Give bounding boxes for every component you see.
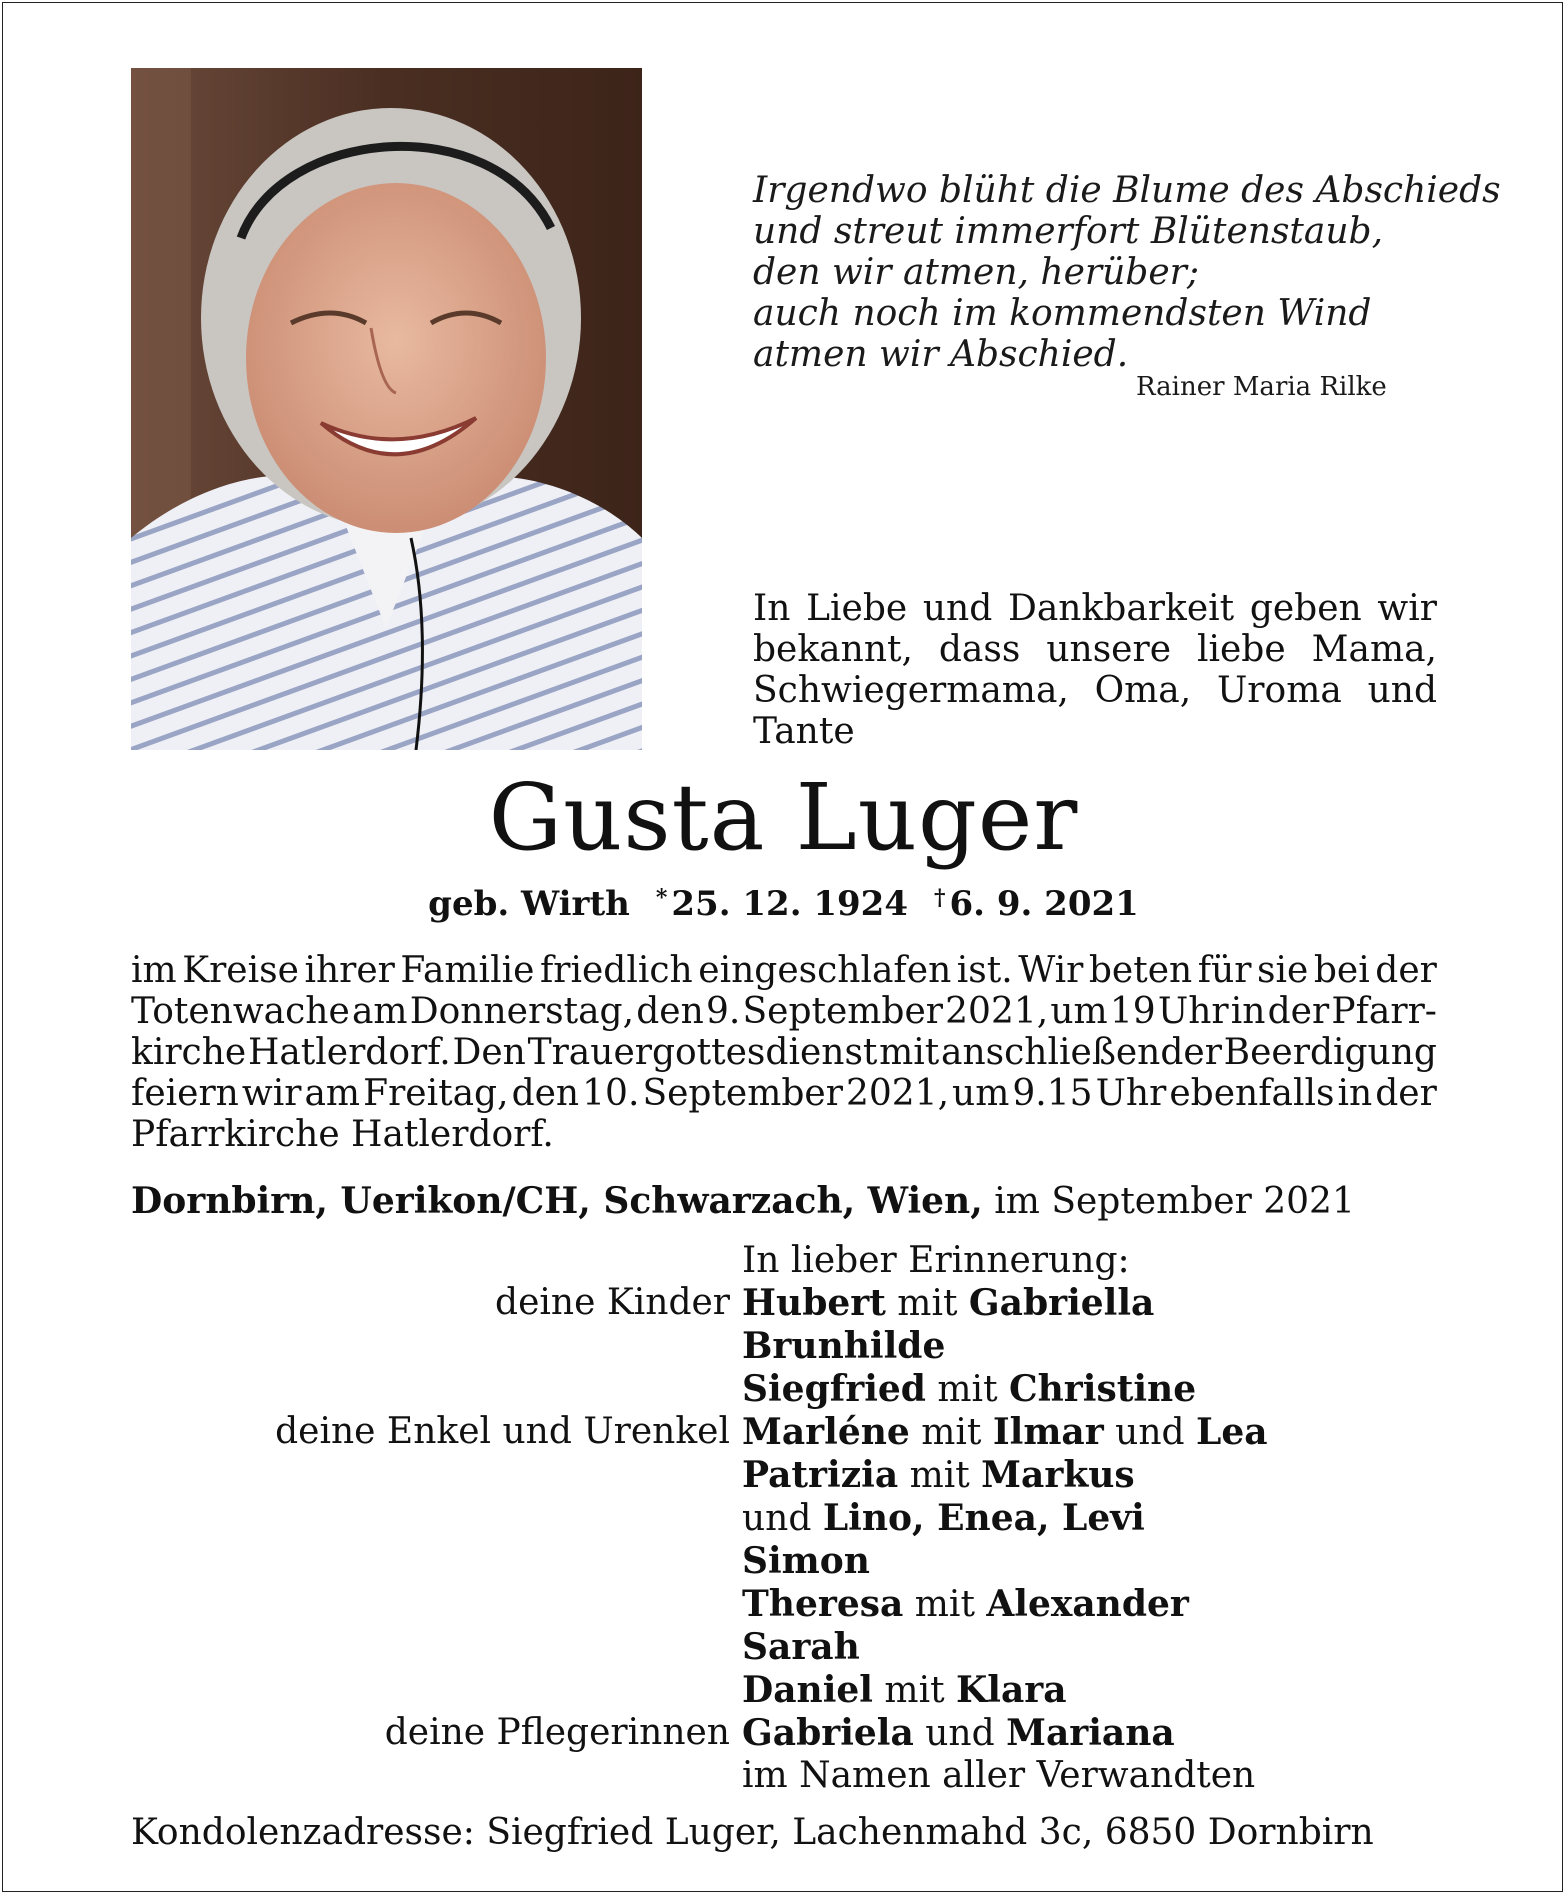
quote-author: Rainer Maria Rilke [1136, 372, 1387, 402]
signature-row [131, 1712, 1481, 1755]
signature-row [131, 1669, 1481, 1712]
word: Dankbarkeit [1007, 588, 1235, 629]
signature-heading: In lieber Erinnerung: [742, 1240, 1130, 1281]
connector-text: mit [909, 1412, 993, 1453]
connector-text: mit [898, 1455, 982, 1496]
word: im [131, 950, 177, 991]
intro-line [753, 711, 1437, 752]
word: der [1267, 991, 1330, 1032]
mourner-name: Daniel [742, 1669, 873, 1711]
relation-label [131, 1325, 742, 1368]
mourner-name: Marléne [742, 1411, 910, 1453]
word: Kreise [182, 950, 299, 991]
signature-block [131, 1240, 1481, 1797]
body-line [131, 991, 1437, 1032]
word: Uhr [1157, 991, 1229, 1032]
word: 10. [582, 1073, 640, 1114]
row-label [131, 1240, 742, 1282]
relation-label: deine Pflegerinnen [384, 1712, 730, 1753]
death-date: 6. 9. 2021 [949, 884, 1139, 924]
word: Pfarr- [1331, 991, 1437, 1032]
portrait-image [131, 68, 642, 750]
word: September [742, 991, 943, 1032]
body-line [131, 1114, 1437, 1155]
date-line: im September 2021 [994, 1181, 1355, 1222]
signature-row [131, 1497, 1481, 1540]
word: Wir [1018, 950, 1084, 991]
birth-symbol: * [655, 885, 668, 911]
mourner-names [742, 1540, 1481, 1583]
mourner-name: Brunhilde [742, 1325, 946, 1367]
word: ihrer [304, 950, 395, 991]
signature-row [131, 1540, 1481, 1583]
mourner-name: Simon [742, 1540, 870, 1582]
connector-text: mit [885, 1283, 969, 1324]
maiden-name: geb. Wirth [428, 884, 630, 924]
birth-date: 25. 12. 1924 [671, 884, 908, 924]
word: liebe [1196, 629, 1286, 670]
word: dass [938, 629, 1021, 670]
word: Trauergottesdienst [527, 1032, 878, 1073]
connector-text: mit [872, 1670, 956, 1711]
word: den [636, 991, 704, 1032]
word: geben [1249, 588, 1362, 629]
quote-line: den wir atmen, herüber; [753, 252, 1199, 293]
quote-line: auch noch im kommendsten Wind [753, 293, 1372, 334]
word: 2021, [945, 991, 1049, 1032]
connector-text: mit [903, 1584, 987, 1625]
word: um [1050, 991, 1108, 1032]
word: bekannt, [753, 629, 913, 670]
word: am [304, 1073, 361, 1114]
mourner-name: Sarah [742, 1626, 860, 1668]
signature-row [131, 1454, 1481, 1497]
deceased-name: Gusta Luger [488, 764, 1079, 871]
connector-text: mit [925, 1369, 1009, 1410]
word: 2021, [845, 1073, 950, 1114]
signature-row [131, 1583, 1481, 1626]
intro-line [753, 629, 1437, 670]
mourner-name: Mariana [1006, 1712, 1175, 1754]
portrait-photo [131, 68, 642, 750]
relation-label: deine Enkel und Urenkel [275, 1411, 730, 1452]
word: Familie [400, 950, 535, 991]
word: 9. [705, 991, 741, 1032]
intro-line [753, 670, 1437, 711]
condolence-address: Kondolenzadresse: Siegfried Luger, Lachenmahd 3c, 6850 Dornbirn [131, 1812, 1374, 1853]
connector-text: und [742, 1498, 823, 1539]
word: Uroma [1216, 670, 1342, 711]
connector-text: im Namen aller Verwandten [742, 1755, 1256, 1796]
word: kirche [131, 1032, 247, 1073]
signature-row [131, 1282, 1481, 1325]
quote-line: Irgendwo blüht die Blume des Abschieds [753, 170, 1501, 211]
word: der [1375, 1073, 1437, 1114]
word: Oma, [1094, 670, 1192, 711]
mourner-names [742, 1282, 1481, 1325]
word: ebenfalls [1169, 1073, 1335, 1114]
mourner-name: Theresa [742, 1583, 904, 1625]
word: und [922, 588, 993, 629]
death-symbol: † [934, 885, 946, 911]
relation-label [131, 1497, 742, 1540]
mourner-name: Patrizia [742, 1454, 899, 1496]
mourner-name: Klara [956, 1669, 1067, 1711]
word: Hatlerdorf. [247, 1032, 451, 1073]
intro-line [753, 588, 1437, 629]
word: anschließender [941, 1032, 1222, 1073]
mourner-name: Gabriela [742, 1712, 914, 1754]
mourner-name: Alexander [986, 1583, 1189, 1625]
word: Donnerstag, [409, 991, 635, 1032]
word: friedlich [539, 950, 693, 991]
mourner-name: Christine [1008, 1368, 1197, 1410]
mourner-names [742, 1368, 1481, 1411]
intro-paragraph [753, 588, 1437, 752]
poem-quote [753, 170, 1501, 375]
mourner-names [742, 1411, 1481, 1454]
word: Pfarrkirche Hatlerdorf. [131, 1114, 554, 1155]
connector-text: und [1103, 1412, 1197, 1453]
word: sie [1257, 950, 1309, 991]
word: der [1375, 950, 1437, 991]
word: Tante [753, 711, 855, 752]
word: feiern [131, 1073, 239, 1114]
relation-label [131, 1669, 742, 1712]
relation-label [131, 1626, 742, 1669]
announcement-text [131, 950, 1437, 1155]
word: Mama, [1311, 629, 1437, 670]
word: am [351, 991, 408, 1032]
word: Liebe [806, 588, 908, 629]
relation-label [131, 1583, 742, 1626]
place-and-date [131, 1180, 1355, 1222]
mourner-name: Lino, Enea, Levi [822, 1497, 1145, 1539]
body-line [131, 1032, 1437, 1073]
mourner-name: Lea [1196, 1411, 1268, 1453]
relation-label [131, 1454, 742, 1497]
mourner-name: Hubert [742, 1282, 886, 1324]
word: wir [241, 1073, 302, 1114]
word: für [1197, 950, 1252, 991]
word: mit [879, 1032, 940, 1073]
word: eingeschlafen [698, 950, 952, 991]
word: 9.15 [1012, 1073, 1093, 1114]
mourner-names [742, 1712, 1481, 1755]
signature-row [131, 1368, 1481, 1411]
mourner-names [742, 1497, 1481, 1540]
body-line [131, 1073, 1437, 1114]
word: Freitag, [363, 1073, 509, 1114]
word: beten [1088, 950, 1193, 991]
relation-label [131, 1755, 742, 1797]
word: Den [452, 1032, 526, 1073]
word: und [1367, 670, 1437, 711]
word: ist. [956, 950, 1013, 991]
word: bei [1313, 950, 1370, 991]
mourner-names [742, 1454, 1481, 1497]
signature-row [131, 1325, 1481, 1368]
mourner-names [742, 1669, 1481, 1712]
quote-line: und streut immerfort Blütenstaub, [753, 211, 1384, 252]
word: um [952, 1073, 1010, 1114]
word: Uhr [1095, 1073, 1167, 1114]
mourner-names [742, 1755, 1481, 1797]
signature-heading-row [131, 1240, 1481, 1282]
word: in [1230, 991, 1266, 1032]
word: Schwiegermama, [753, 670, 1069, 711]
quote-line: atmen wir Abschied. [753, 334, 1129, 375]
word: in [1337, 1073, 1373, 1114]
word: wir [1377, 588, 1437, 629]
mourner-name: Ilmar [992, 1411, 1104, 1453]
signature-row [131, 1411, 1481, 1454]
relation-label: deine Kinder [495, 1282, 730, 1323]
word: 19 [1109, 991, 1156, 1032]
mourner-name: Markus [981, 1454, 1135, 1496]
signature-row [131, 1626, 1481, 1669]
life-dates [0, 884, 1567, 924]
word: den [511, 1073, 580, 1114]
word: Beerdigung [1223, 1032, 1437, 1073]
mourner-names [742, 1626, 1481, 1669]
mourner-names [742, 1325, 1481, 1368]
locations: Dornbirn, Uerikon/CH, Schwarzach, Wien, [131, 1180, 983, 1222]
mourner-name: Siegfried [742, 1368, 926, 1410]
body-line [131, 950, 1437, 991]
word: unsere [1046, 629, 1171, 670]
mourner-names [742, 1583, 1481, 1626]
word: In [753, 588, 791, 629]
word: September [642, 1073, 843, 1114]
signature-rows [131, 1282, 1481, 1797]
mourner-name: Gabriella [968, 1282, 1155, 1324]
signature-row [131, 1755, 1481, 1797]
relation-label [131, 1368, 742, 1411]
connector-text: und [913, 1713, 1007, 1754]
relation-label [131, 1540, 742, 1583]
word: Totenwache [131, 991, 350, 1032]
